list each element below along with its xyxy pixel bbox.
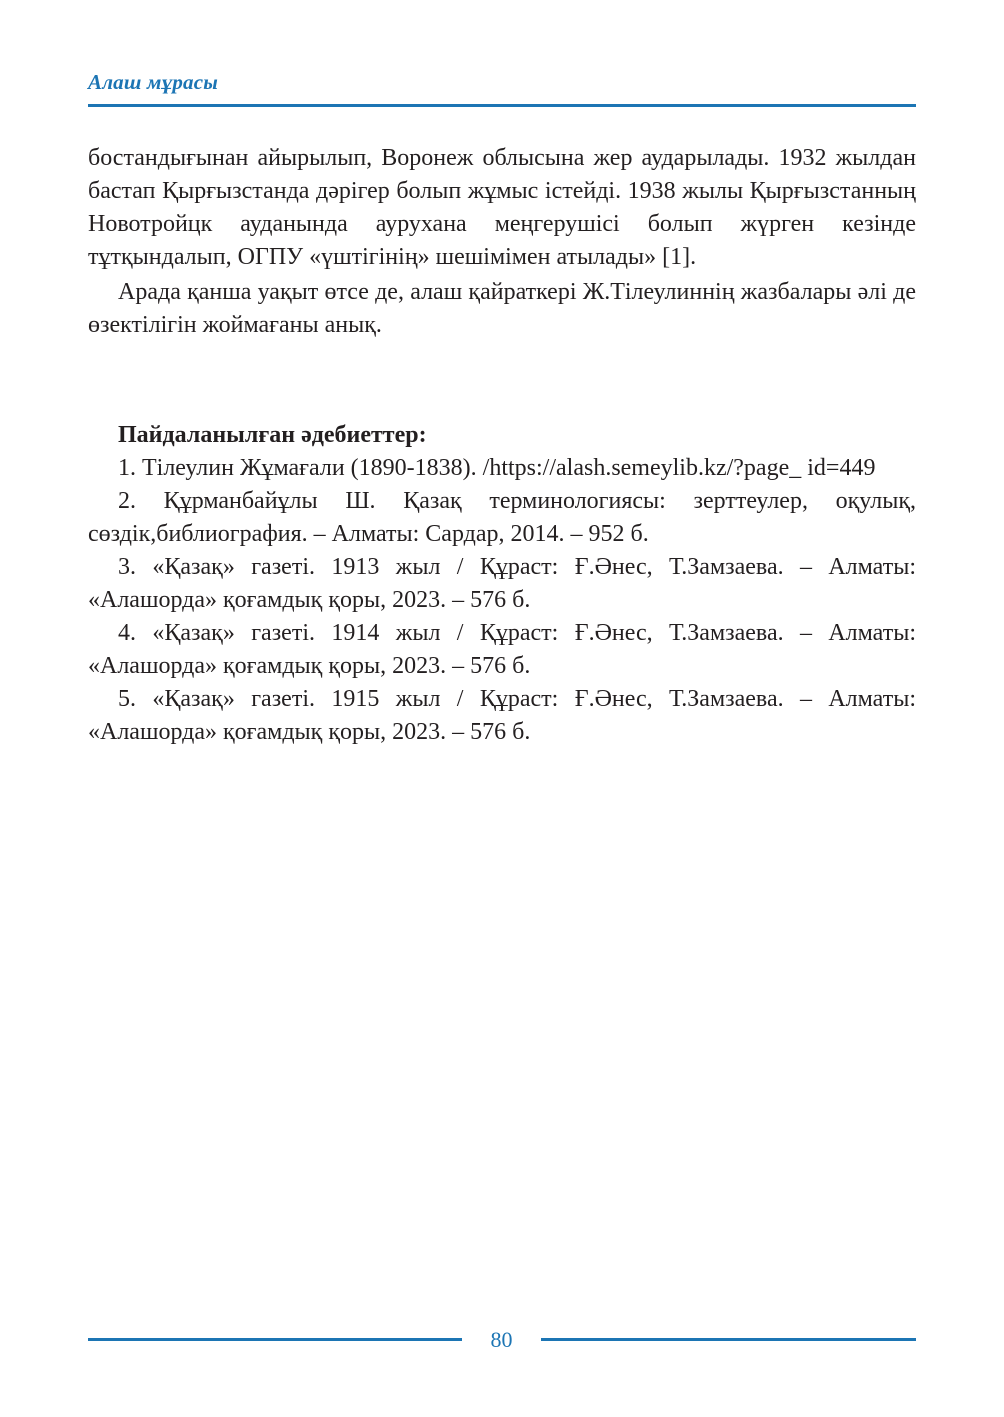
reference-item: 5. «Қазақ» газеті. 1915 жыл / Құраст: Ғ.Әнес, Т.Замзаева. – Алматы: «Алашорда» қоғамдық қоры, 2023. – 576 б. [88, 686, 916, 745]
footer-divider-left [88, 1338, 462, 1341]
references-heading: Пайдаланылған әдебиеттер: [118, 422, 427, 448]
body-paragraph: бостандығынан айырылып, Воронеж облысына жер аударылады. 1932 жылдан бастап Қырғызстанда дәрігер болып жұмыс істейді. 1938 жылы Қырғызстанның Новотройцк ауданында аурухана меңгерушісі болып жүрген кезінде тұтқындалып, ОГПУ «үштігінің» шешімімен атылады» [1]. [88, 145, 916, 270]
footer-divider-right [541, 1338, 916, 1341]
page-content [88, 142, 916, 749]
page-number: 80 [490, 1327, 513, 1352]
running-header-title: Алаш мұрасы [88, 70, 219, 94]
reference-item: 2. Құрманбайұлы Ш. Қазақ терминологиясы: зерттеулер, оқулық, сөздік,библиография. – Алматы: Сардар, 2014. – 952 б. [88, 488, 916, 547]
header-divider [88, 104, 916, 107]
references-section [88, 419, 916, 749]
body-paragraph: Арада қанша уақыт өтсе де, алаш қайраткері Ж.Тілеулиннің жазбалары әлі де өзектілігін жоймағаны анық. [88, 279, 916, 338]
reference-item: 4. «Қазақ» газеті. 1914 жыл / Құраст: Ғ.Әнес, Т.Замзаева. – Алматы: «Алашорда» қоғамдық қоры, 2023. – 576 б. [88, 620, 916, 679]
reference-item: 1. Тілеулин Жұмағали (1890-1838). /https://alash.semeylib.kz/?page_ id=449 [118, 455, 876, 481]
reference-item: 3. «Қазақ» газеті. 1913 жыл / Құраст: Ғ.Әнес, Т.Замзаева. – Алматы: «Алашорда» қоғамдық қоры, 2023. – 576 б. [88, 554, 916, 613]
